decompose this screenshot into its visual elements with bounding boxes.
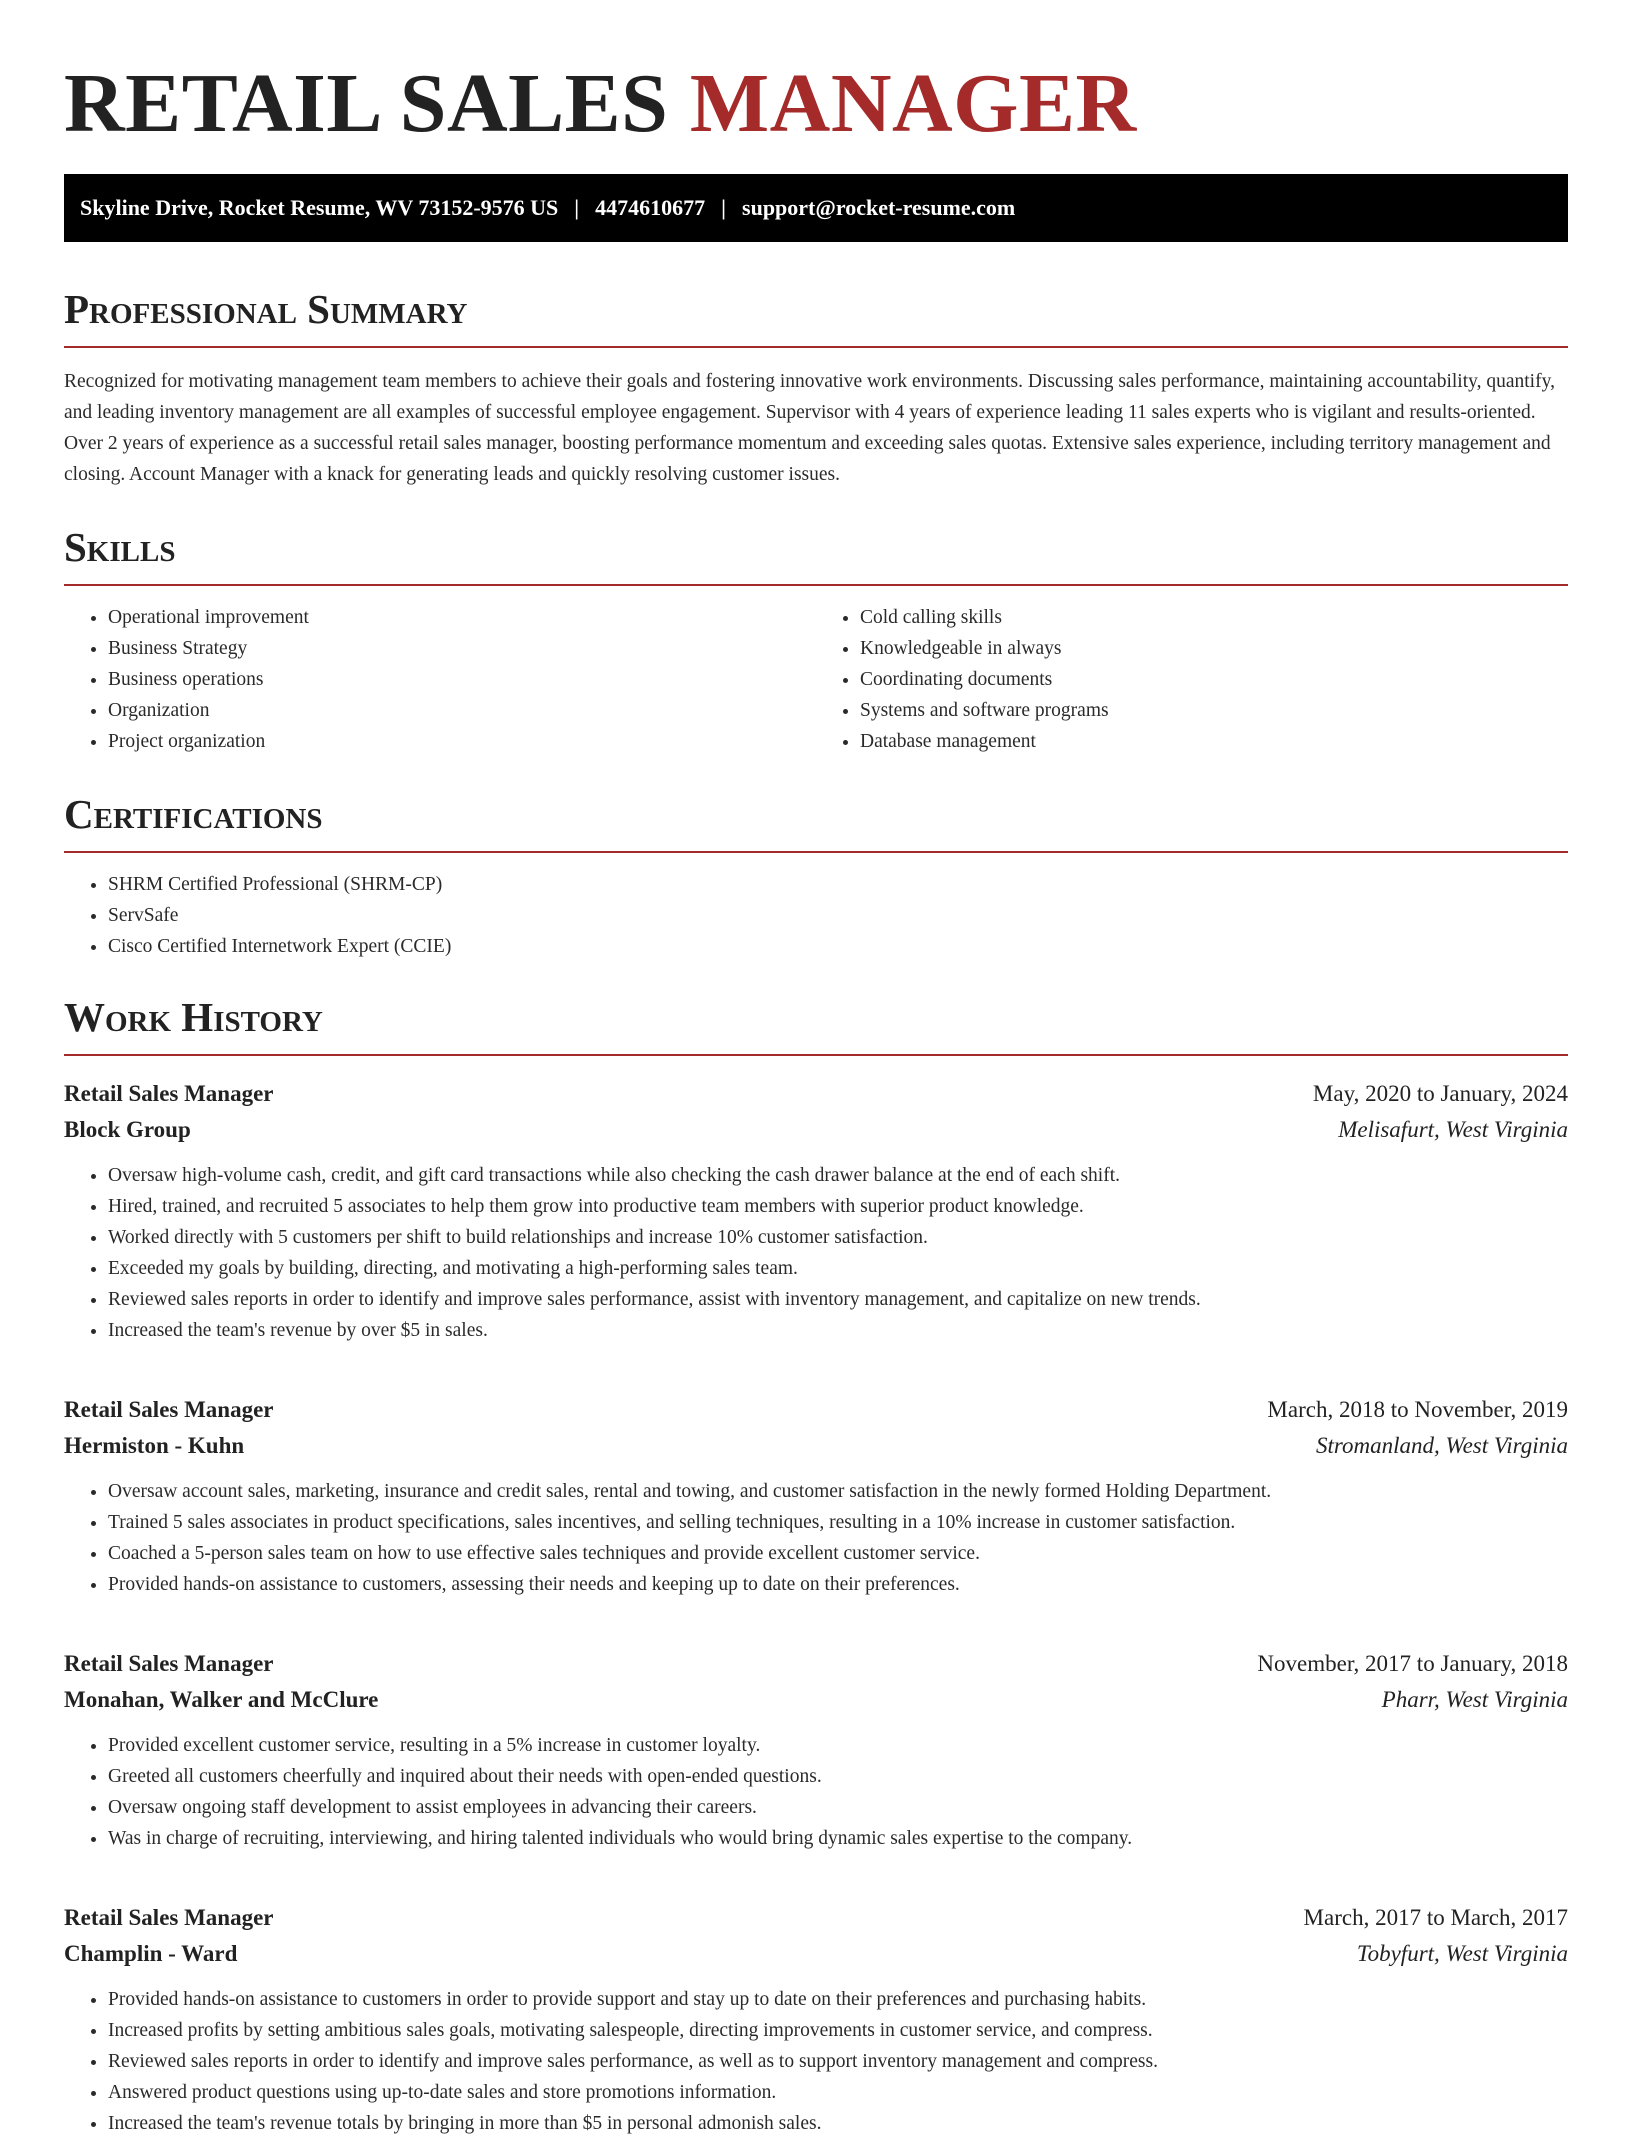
- skill-item: • Coordinating documents: [860, 664, 1568, 695]
- job-location: Pharr, West Virginia: [1381, 1687, 1568, 1712]
- job-bullet: • Reviewed sales reports in order to identify and improve sales performance, as well as to support inventory management and compress.: [108, 2046, 1568, 2077]
- work-history-section: [64, 994, 1568, 2139]
- job-dates: November, 2017 to January, 2018: [1257, 1651, 1568, 1676]
- job-entry: [64, 1392, 1568, 1600]
- skill-item: • Business Strategy: [108, 633, 816, 664]
- job-header-row: [64, 1392, 1568, 1428]
- job-header-row: [64, 1900, 1568, 1936]
- job-bullets: [64, 1476, 1568, 1600]
- skill-item: • Project organization: [108, 726, 816, 757]
- skills-list-right: [816, 602, 1568, 757]
- job-subheader-row: [64, 1682, 1568, 1718]
- job-dates: March, 2017 to March, 2017: [1303, 1905, 1568, 1930]
- job-bullet: • Increased profits by setting ambitious sales goals, motivating salespeople, directing improvements in customer service, and compress.: [108, 2015, 1568, 2046]
- certifications-list: [64, 869, 1568, 962]
- section-heading-certifications: Certifications: [64, 791, 1568, 853]
- certification-item: • Cisco Certified Internetwork Expert (CCIE): [108, 931, 1568, 962]
- job-dates: March, 2018 to November, 2019: [1267, 1397, 1568, 1422]
- job-bullets: [64, 1730, 1568, 1854]
- job-bullet: • Provided hands-on assistance to customers in order to provide support and stay up to date on their preferences and purchasing habits.: [108, 1984, 1568, 2015]
- job-entry: [64, 1076, 1568, 1346]
- skill-item: • Business operations: [108, 664, 816, 695]
- job-bullet: • Increased the team's revenue totals by bringing in more than $5 in personal admonish sales.: [108, 2108, 1568, 2139]
- job-location: Melisafurt, West Virginia: [1338, 1117, 1568, 1142]
- job-bullet: • Provided hands-on assistance to customers, assessing their needs and keeping up to date on their preferences.: [108, 1569, 1568, 1600]
- job-entry: [64, 1646, 1568, 1854]
- contact-address: Skyline Drive, Rocket Resume, WV 73152-9576 US: [80, 195, 559, 220]
- title-main: RETAIL SALES: [64, 57, 669, 150]
- job-company: Champlin - Ward: [64, 1941, 238, 1966]
- section-heading-skills: Skills: [64, 524, 1568, 586]
- skills-list-left: [64, 602, 816, 757]
- job-entry: [64, 1900, 1568, 2139]
- job-bullet: • Reviewed sales reports in order to identify and improve sales performance, assist with inventory management, and capitalize on new trends.: [108, 1284, 1568, 1315]
- summary-section: [64, 286, 1568, 490]
- job-bullet: • Exceeded my goals by building, directing, and motivating a high-performing sales team.: [108, 1253, 1568, 1284]
- job-dates: May, 2020 to January, 2024: [1312, 1081, 1568, 1106]
- job-title: Retail Sales Manager: [64, 1081, 274, 1106]
- title-accent: MANAGER: [689, 57, 1137, 150]
- job-bullet: • Increased the team's revenue by over $5 in sales.: [108, 1315, 1568, 1346]
- job-company: Monahan, Walker and McClure: [64, 1687, 379, 1712]
- contact-separator: |: [721, 195, 727, 220]
- contact-email: support@rocket-resume.com: [742, 195, 1016, 220]
- job-bullet: • Oversaw ongoing staff development to assist employees in advancing their careers.: [108, 1792, 1568, 1823]
- job-bullets: [64, 1984, 1568, 2139]
- section-heading-summary: Professional Summary: [64, 286, 1568, 348]
- job-bullet: • Worked directly with 5 customers per shift to build relationships and increase 10% customer satisfaction.: [108, 1222, 1568, 1253]
- job-bullet: • Was in charge of recruiting, interviewing, and hiring talented individuals who would bring dynamic sales expertise to the company.: [108, 1823, 1568, 1854]
- summary-text: Recognized for motivating management team members to achieve their goals and fostering innovative work environments. Discussing sales performance, maintaining accountability, quantify, and leading inventory management are all examples of successful employee engagement. Supervisor with 4 years of experience leading 11 sales experts who is vigilant and results-oriented. Over 2 years of experience as a successful retail sales manager, boosting performance momentum and exceeding sales quotas. Extensive sales experience, including territory management and closing. Account Manager with a knack for generating leads and quickly resolving customer issues.: [64, 371, 1555, 485]
- job-subheader-row: [64, 1428, 1568, 1464]
- job-header-row: [64, 1646, 1568, 1682]
- job-bullets: [64, 1160, 1568, 1346]
- job-bullet: • Oversaw account sales, marketing, insurance and credit sales, rental and towing, and customer satisfaction in the newly formed Holding Department.: [108, 1476, 1568, 1507]
- job-title: Retail Sales Manager: [64, 1397, 274, 1422]
- certifications-section: [64, 791, 1568, 962]
- job-bullet: • Answered product questions using up-to-date sales and store promotions information.: [108, 2077, 1568, 2108]
- section-heading-work-history: Work History: [64, 994, 1568, 1056]
- job-company: Block Group: [64, 1117, 191, 1142]
- resume-title: [64, 0, 1568, 150]
- skill-item: • Organization: [108, 695, 816, 726]
- skill-item: • Systems and software programs: [860, 695, 1568, 726]
- job-subheader-row: [64, 1936, 1568, 1972]
- job-bullet: • Hired, trained, and recruited 5 associates to help them grow into productive team members with superior product knowledge.: [108, 1191, 1568, 1222]
- skill-item: • Cold calling skills: [860, 602, 1568, 633]
- job-bullet: • Provided excellent customer service, resulting in a 5% increase in customer loyalty.: [108, 1730, 1568, 1761]
- skill-item: • Operational improvement: [108, 602, 816, 633]
- contact-bar: [64, 174, 1568, 242]
- contact-phone: 4474610677: [595, 195, 706, 220]
- job-location: Tobyfurt, West Virginia: [1356, 1941, 1568, 1966]
- job-company: Hermiston - Kuhn: [64, 1433, 245, 1458]
- skills-section: [64, 524, 1568, 757]
- job-bullet: • Trained 5 sales associates in product specifications, sales incentives, and selling techniques, resulting in a 10% increase in customer satisfaction.: [108, 1507, 1568, 1538]
- job-title: Retail Sales Manager: [64, 1651, 274, 1676]
- skill-item: • Knowledgeable in always: [860, 633, 1568, 664]
- skill-item: • Database management: [860, 726, 1568, 757]
- job-bullet: • Greeted all customers cheerfully and inquired about their needs with open-ended questions.: [108, 1761, 1568, 1792]
- job-location: Stromanland, West Virginia: [1316, 1433, 1568, 1458]
- job-title: Retail Sales Manager: [64, 1905, 274, 1930]
- job-header-row: [64, 1076, 1568, 1112]
- job-bullet: • Coached a 5-person sales team on how to use effective sales techniques and provide excellent customer service.: [108, 1538, 1568, 1569]
- certification-item: • SHRM Certified Professional (SHRM-CP): [108, 869, 1568, 900]
- job-subheader-row: [64, 1112, 1568, 1148]
- contact-separator: |: [574, 195, 580, 220]
- job-bullet: • Oversaw high-volume cash, credit, and gift card transactions while also checking the cash drawer balance at the end of each shift.: [108, 1160, 1568, 1191]
- certification-item: • ServSafe: [108, 900, 1568, 931]
- skills-grid: [64, 586, 1568, 757]
